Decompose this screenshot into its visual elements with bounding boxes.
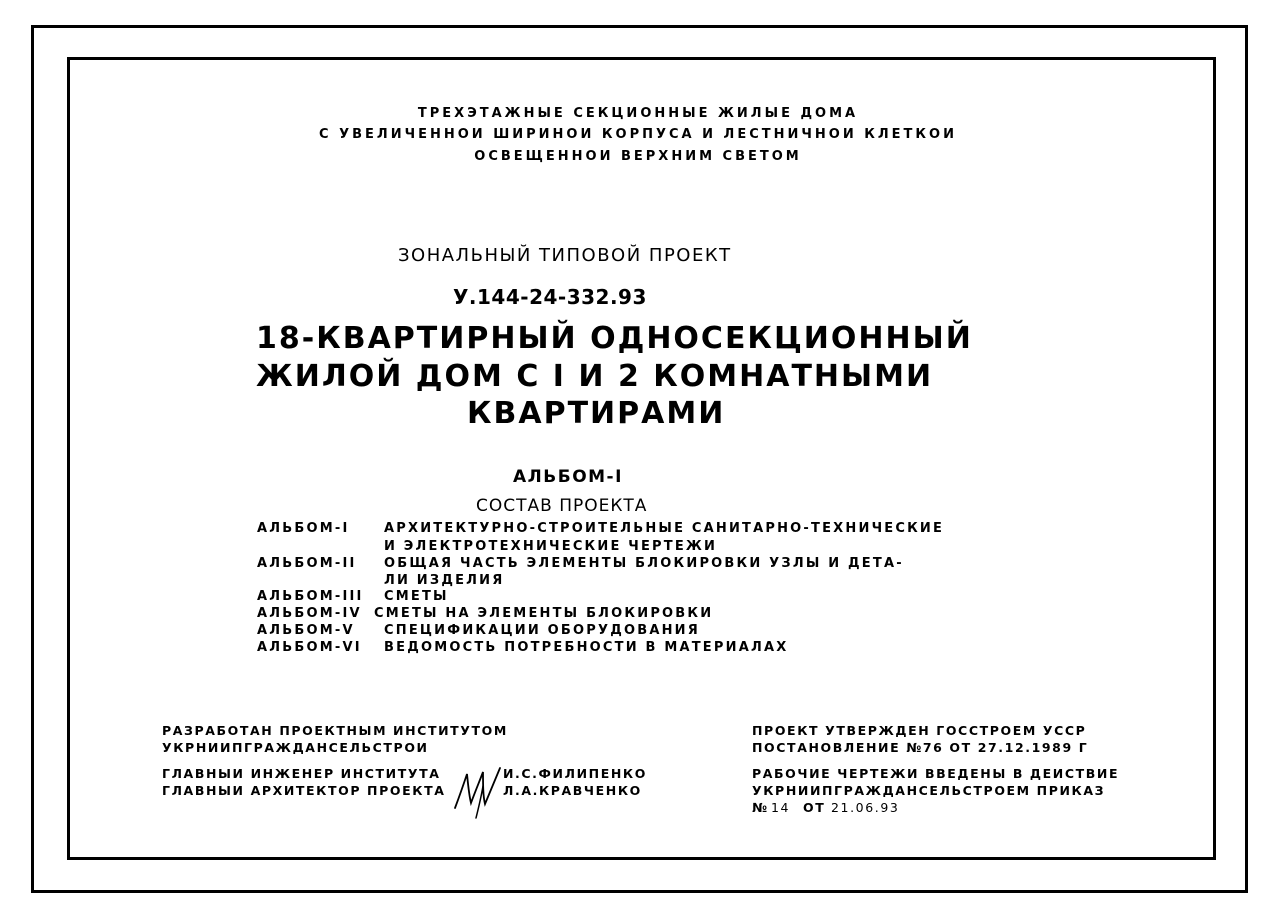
album-label: АЛЬБОМ-IV bbox=[257, 606, 362, 621]
project-title-line-3: КВАРТИРАМИ bbox=[467, 396, 726, 431]
order-number: 14 bbox=[771, 800, 791, 815]
album-label: АЛЬБОМ-V bbox=[257, 623, 355, 638]
album-text: ВЕДОМОСТЬ ПОТРЕБНОСТИ В МАТЕРИАЛАХ bbox=[384, 640, 789, 655]
album-text: СМЕТЫ НА ЭЛЕМЕНТЫ БЛОКИРОВКИ bbox=[374, 606, 714, 621]
effective-line-2: УКРНИИПГРАЖДАНСЕЛЬСТРОЕМ ПРИКАЗ bbox=[752, 783, 1106, 798]
album-text: ОБЩАЯ ЧАСТЬ ЭЛЕМЕНТЫ БЛОКИРОВКИ УЗЛЫ И ДЕТА- bbox=[384, 556, 904, 571]
order-date-label: ОТ bbox=[803, 800, 826, 815]
chief-architect-title: ГЛАВНЫИ АРХИТЕКТОР ПРОЕКТА bbox=[162, 783, 446, 798]
header-line-2: С УВЕЛИЧЕННОИ ШИРИНОИ КОРПУСА И ЛЕСТНИЧНОИ КЛЕТКОИ bbox=[319, 127, 957, 142]
order-date: 21.06.93 bbox=[831, 800, 900, 815]
album-text: СМЕТЫ bbox=[384, 589, 449, 604]
chief-architect-name: Л.А.КРАВЧЕНКО bbox=[503, 783, 642, 798]
album-label: АЛЬБОМ-II bbox=[257, 556, 357, 571]
album-text: СПЕЦИФИКАЦИИ ОБОРУДОВАНИЯ bbox=[384, 623, 700, 638]
header-line-1: ТРЕХЭТАЖНЫЕ СЕКЦИОННЫЕ ЖИЛЫЕ ДОМА bbox=[417, 106, 859, 121]
album-text-cont: И ЭЛЕКТРОТЕХНИЧЕСКИЕ ЧЕРТЕЖИ bbox=[384, 539, 718, 554]
project-code: У.144-24-332.93 bbox=[453, 285, 647, 309]
approved-line-1: ПРОЕКТ УТВЕРЖДЕН ГОССТРОЕМ УССР bbox=[752, 723, 1087, 738]
signature bbox=[452, 762, 504, 820]
chief-engineer-title: ГЛАВНЫИ ИНЖЕНЕР ИНСТИТУТА bbox=[162, 766, 441, 781]
album-number: АЛЬБОМ-I bbox=[513, 467, 623, 487]
album-label: АЛЬБОМ-VI bbox=[257, 640, 362, 655]
album-label: АЛЬБОМ-III bbox=[257, 589, 364, 604]
order-number-label: № bbox=[752, 800, 769, 815]
effective-line-1: РАБОЧИЕ ЧЕРТЕЖИ ВВЕДЕНЫ В ДЕИСТВИЕ bbox=[752, 766, 1120, 781]
album-text: АРХИТЕКТУРНО-СТРОИТЕЛЬНЫЕ САНИТАРНО-ТЕХНИЧЕСКИЕ bbox=[384, 521, 945, 536]
chief-engineer-name: И.С.ФИЛИПЕНКО bbox=[503, 766, 647, 781]
project-type: ЗОНАЛЬНЫЙ ТИПОВОЙ ПРОЕКТ bbox=[398, 245, 732, 266]
header-line-3: ОСВЕЩЕННОИ ВЕРХНИМ СВЕТОМ bbox=[474, 149, 802, 164]
project-title-line-1: 18-КВАРТИРНЫЙ ОДНОСЕКЦИОННЫЙ bbox=[256, 321, 973, 356]
album-text-cont: ЛИ ИЗДЕЛИЯ bbox=[384, 573, 505, 588]
album-label: АЛЬБОМ-I bbox=[257, 521, 350, 536]
project-title-line-2: ЖИЛОЙ ДОМ С I И 2 КОМНАТНЫМИ bbox=[256, 359, 934, 394]
developed-by-line-2: УКРНИИПГРАЖДАНСЕЛЬСТРОИ bbox=[162, 740, 429, 755]
developed-by-line-1: РАЗРАБОТАН ПРОЕКТНЫМ ИНСТИТУТОМ bbox=[162, 723, 508, 738]
approved-line-2: ПОСТАНОВЛЕНИЕ №76 ОТ 27.12.1989 Г bbox=[752, 740, 1089, 755]
composition-heading: СОСТАВ ПРОЕКТА bbox=[476, 496, 648, 516]
